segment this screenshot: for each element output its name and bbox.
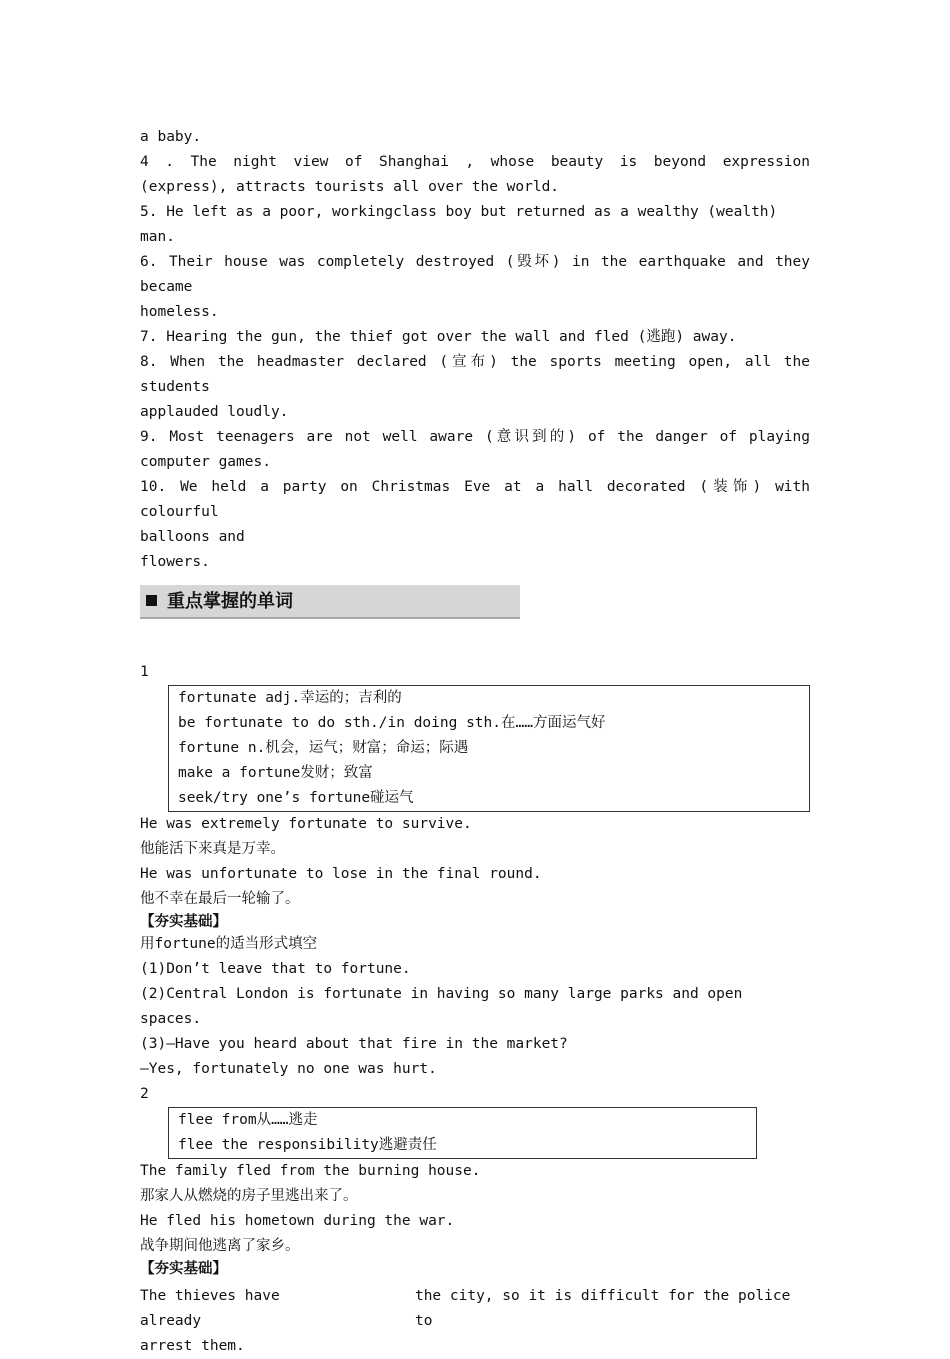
intro-line: computer games. — [140, 454, 271, 470]
intro-line: 8. When the headmaster declared (宣布) the sports meeting open, all the students — [140, 354, 819, 395]
fill-blank[interactable] — [346, 1284, 415, 1334]
document-page — [140, 125, 819, 1359]
practice-text: The thieves have already — [140, 1288, 289, 1329]
intro-line: 4 . The night view of Shanghai , whose beauty is beyond expression — [140, 154, 810, 170]
vocab-box-line: be fortunate to do sth./in doing sth.在……方面运气好 — [178, 715, 606, 731]
vocab-box-line: flee the responsibility逃避责任 — [178, 1137, 437, 1153]
example-line: He fled his hometown during the war. — [140, 1213, 455, 1229]
intro-line: applauded loudly. — [140, 404, 289, 420]
practice-line: (3)—Have you heard about that fire in the market? — [140, 1036, 568, 1052]
practice-text: the city, so it is difficult for the police to — [414, 1288, 800, 1329]
intro-line: 10. We held a party on Christmas Eve at a hall decorated (装饰) with colourful — [140, 479, 819, 520]
section-header — [140, 585, 520, 619]
example-line: 战争期间他逃离了家乡。 — [140, 1238, 300, 1254]
intro-line: (express), attracts tourists all over the world. — [140, 179, 560, 195]
square-bullet-icon — [146, 595, 157, 606]
example-line: He was unfortunate to lose in the final round. — [140, 866, 542, 882]
practice-line: (1)Don’t leave that to fortune. — [140, 961, 411, 977]
practice-label: 【夯实基础】 — [140, 914, 227, 930]
vocab-box-line: fortunate adj.幸运的；吉利的 — [178, 690, 402, 706]
intro-line: 7. Hearing the gun, the thief got over the wall and fled (逃跑) away. — [140, 329, 737, 345]
intro-line: balloons and — [140, 529, 245, 545]
practice-label: 【夯实基础】 — [140, 1261, 227, 1277]
intro-line: flowers. — [140, 554, 210, 570]
intro-line: 9. Most teenagers are not well aware (意识到的) of the danger of playing — [140, 429, 810, 445]
vocab-box-line: make a fortune发财；致富 — [178, 765, 373, 781]
intro-line: a baby. — [140, 129, 202, 145]
intro-line: homeless. — [140, 304, 219, 320]
vocab-box-line: seek/try one’s fortune碰运气 — [178, 790, 414, 806]
section-header-wrap — [140, 575, 810, 660]
example-line: 那家人从燃烧的房子里逃出来了。 — [140, 1188, 358, 1204]
practice-line: 用fortune的适当形式填空 — [140, 936, 318, 952]
vocab-box-line: flee from从……逃走 — [178, 1112, 318, 1128]
entry-number: 1 — [140, 664, 149, 680]
practice-line: —Yes, fortunately no one was hurt. — [140, 1061, 437, 1077]
vocab-box — [168, 685, 810, 812]
vocab-box-line: fortune n.机会，运气；财富；命运；际遇 — [178, 740, 469, 756]
example-line: He was extremely fortunate to survive. — [140, 816, 472, 832]
practice-line — [140, 1284, 810, 1334]
example-line: 他不幸在最后一轮输了。 — [140, 891, 300, 907]
practice-line: (2)Central London is fortunate in having so many large parks and open spaces. — [140, 986, 752, 1027]
example-line: The family fled from the burning house. — [140, 1163, 481, 1179]
intro-line: 5. He left as a poor, workingclass boy but returned as a wealthy (wealth) man. — [140, 204, 787, 245]
practice-line: arrest them. — [140, 1338, 245, 1354]
example-line: 他能活下来真是万幸。 — [140, 841, 285, 857]
section-title: 重点掌握的单词 — [167, 591, 293, 612]
vocab-box — [168, 1107, 757, 1159]
entry-number: 2 — [140, 1086, 149, 1102]
intro-line: 6. Their house was completely destroyed (毁坏) in the earthquake and they became — [140, 254, 819, 295]
